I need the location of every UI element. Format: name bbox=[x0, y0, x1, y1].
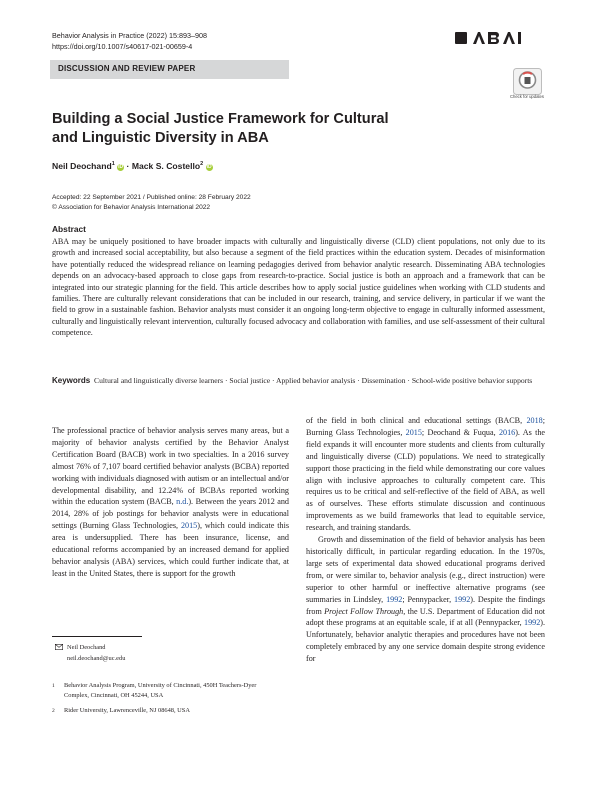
paragraph bbox=[306, 534, 545, 665]
orcid-icon[interactable]: iD bbox=[118, 164, 124, 170]
text-run: of the field in both clinical and educational settings (BACB, bbox=[306, 416, 527, 425]
author-1[interactable]: Neil Deochand bbox=[52, 161, 112, 171]
citation-link[interactable]: 1992 bbox=[386, 594, 403, 604]
title-line-1: Building a Social Justice Framework for Cultural bbox=[52, 111, 389, 127]
check-for-updates-label: Check for updates bbox=[510, 94, 544, 99]
citation-link[interactable]: 2015 bbox=[405, 427, 422, 437]
keywords-block bbox=[52, 375, 545, 386]
citation-link[interactable]: 2016 bbox=[498, 427, 516, 437]
author-2-affiliation: 2 bbox=[200, 161, 204, 168]
author-1-affiliation: 1 bbox=[111, 161, 115, 168]
logo-text: ABAI bbox=[455, 31, 458, 32]
doi-link[interactable]: https://doi.org/10.1007/s40617-021-00659-4 bbox=[52, 42, 193, 51]
author-separator: · bbox=[126, 161, 130, 171]
text-run: ). As the field expands it will encounter more students and clients from culturally and linguistically diverse (CLD) populations. We need to strategically support those practicing in the field while demonstrating our core values align with inclusive approaches to culturally competent care. This requires us to be critical and self-reflective of the field of ABA, as well as of ourselves. These efforts stimulate discussion and continuous improvements as we build frameworks that lead to equitable service, research, and training standards. bbox=[306, 427, 546, 533]
footnote-divider bbox=[52, 636, 142, 637]
author-2[interactable]: Mack S. Costello bbox=[131, 161, 201, 171]
affiliation-text: Behavior Analysis Program, University of Cincinnati, 450H Teachers-Dyer Complex, Cincinnati, OH 45244, USA bbox=[64, 682, 257, 699]
text-run: ). Unfortunately, behavior analytic therapies and procedures have not been completely embraced by any one service domain despite strong evidence for bbox=[306, 618, 545, 664]
text-run: ), which could indicate this area is undersupplied. There has been insurance, license, and educational reforms accompanied by an increased demand for applied behavior analysis (ABA) services, which could further indicate that, at least in the United States, there is support for the growth bbox=[52, 521, 289, 578]
citation-link[interactable]: 2015 bbox=[180, 521, 198, 531]
body-right-column bbox=[306, 415, 545, 665]
corresponding-author-email[interactable]: neil.deochand@uc.edu bbox=[67, 654, 126, 662]
citation-link[interactable]: 1992 bbox=[524, 618, 541, 628]
article-title bbox=[52, 110, 492, 147]
affiliation-text: Rider University, Lawrenceville, NJ 08648, USA bbox=[64, 707, 190, 714]
affiliation-number: 1 bbox=[52, 683, 55, 689]
paragraph bbox=[52, 425, 289, 580]
italic-title: Project Follow Through bbox=[324, 606, 404, 616]
text-run: ). Despite the findings from bbox=[306, 594, 545, 616]
orcid-icon[interactable]: iD bbox=[206, 164, 212, 170]
citation-link[interactable]: 1992 bbox=[454, 594, 471, 604]
citation-link[interactable]: n.d. bbox=[176, 497, 189, 507]
accepted-published-dates: Accepted: 22 September 2021 / Published online: 28 February 2022 bbox=[52, 194, 251, 201]
publication-dates bbox=[52, 193, 251, 212]
text-run: ; Burning Glass Technologies, bbox=[306, 416, 545, 437]
journal-header bbox=[52, 30, 207, 52]
text-run: ). Between the years 2012 and 2014, 28% of job postings for behavior analysts were in educational settings (Burning Glass Technologies, bbox=[52, 497, 289, 531]
text-run: ; Deochand & Fuqua, bbox=[421, 427, 499, 437]
copyright-notice: © Association for Behavior Analysis International 2022 bbox=[52, 203, 211, 211]
journal-citation: Behavior Analysis in Practice (2022) 15:893–908 bbox=[52, 31, 208, 40]
keywords-list: Cultural and linguistically diverse learners · Social justice · Applied behavior analysis · Dissemination · School-wide positive behavior supports bbox=[94, 376, 533, 385]
check-for-updates-icon[interactable] bbox=[513, 68, 542, 95]
correspondence-block bbox=[55, 643, 125, 664]
body-left-column bbox=[52, 425, 289, 580]
text-run: The professional practice of behavior analysis serves many areas, but a majority of behavior analysts certified by the Behavior Analyst Certification Board (BACB) work in two specialties. In a 2016 survey almost 76% of 7,107 board certified behavior analysts (BCBA) reported working with individuals diagnosed with autism or an intellectual and/or developmental disability, and 12.24% of BCBAs reported working within the education system (BACB, bbox=[52, 426, 289, 507]
citation-link[interactable]: 2018 bbox=[526, 416, 543, 425]
abstract-text: ABA may be uniquely positioned to have broader impacts with culturally and linguistically diverse (CLD) client populations, not only due to its growth and increased social acceptability, but also because a segment of the field practices within the education system. Decades of misinformation have potentially reduced the widespread reliance on learning pedagogies derived from behavior analytic research. Disseminating ABA technologies depends on an advocacy-based approach to close gaps from research-to-practice. Social justice is both an approach and a framework that can be integrated into our strategic planning for the field. This article describes how to apply social justice guidelines when working with CLD students and families. There are culturally relevant considerations that can be included in our research, training, and service delivery, in particular if we want the field to grow in a sustainable fashion. Behavior analysts must consider it an ongoing long-term objective to engage in culturally informed assessment, culturally and linguistically relevant intervention, culturally focused advocacy and collaboration with families, and use self-assessment of their cultural competence. bbox=[52, 237, 545, 338]
corresponding-author-name: Neil Deochand bbox=[67, 644, 106, 651]
text-run: ; Pennypacker, bbox=[402, 594, 454, 604]
text-run: , the U.S. Department of Education did not adopt these programs at an equitable scale, if at all (Pennypacker, bbox=[306, 606, 546, 628]
text-run: Growth and dissemination of the field of behavior analysis has been historically difficult, in particular regarding education. In the 1970s, large sets of experimental data showed educational programs derived from, or were similar to, behavior analysis (e.g., direct instruction) were superior to other harmful or ineffective alternative programs (see summaries in Lindsley, bbox=[306, 535, 545, 604]
affiliation-1 bbox=[52, 681, 282, 701]
title-line-2: and Linguistic Diversity in ABA bbox=[52, 129, 269, 146]
abai-logo bbox=[455, 31, 547, 47]
affiliation-number: 2 bbox=[52, 708, 55, 714]
author-list bbox=[52, 161, 213, 171]
affiliation-2 bbox=[52, 706, 282, 716]
paragraph bbox=[306, 415, 545, 534]
article-type-label: DISCUSSION AND REVIEW PAPER bbox=[58, 64, 196, 73]
abstract-heading: Abstract bbox=[52, 224, 86, 234]
keywords-label: Keywords bbox=[52, 376, 91, 385]
